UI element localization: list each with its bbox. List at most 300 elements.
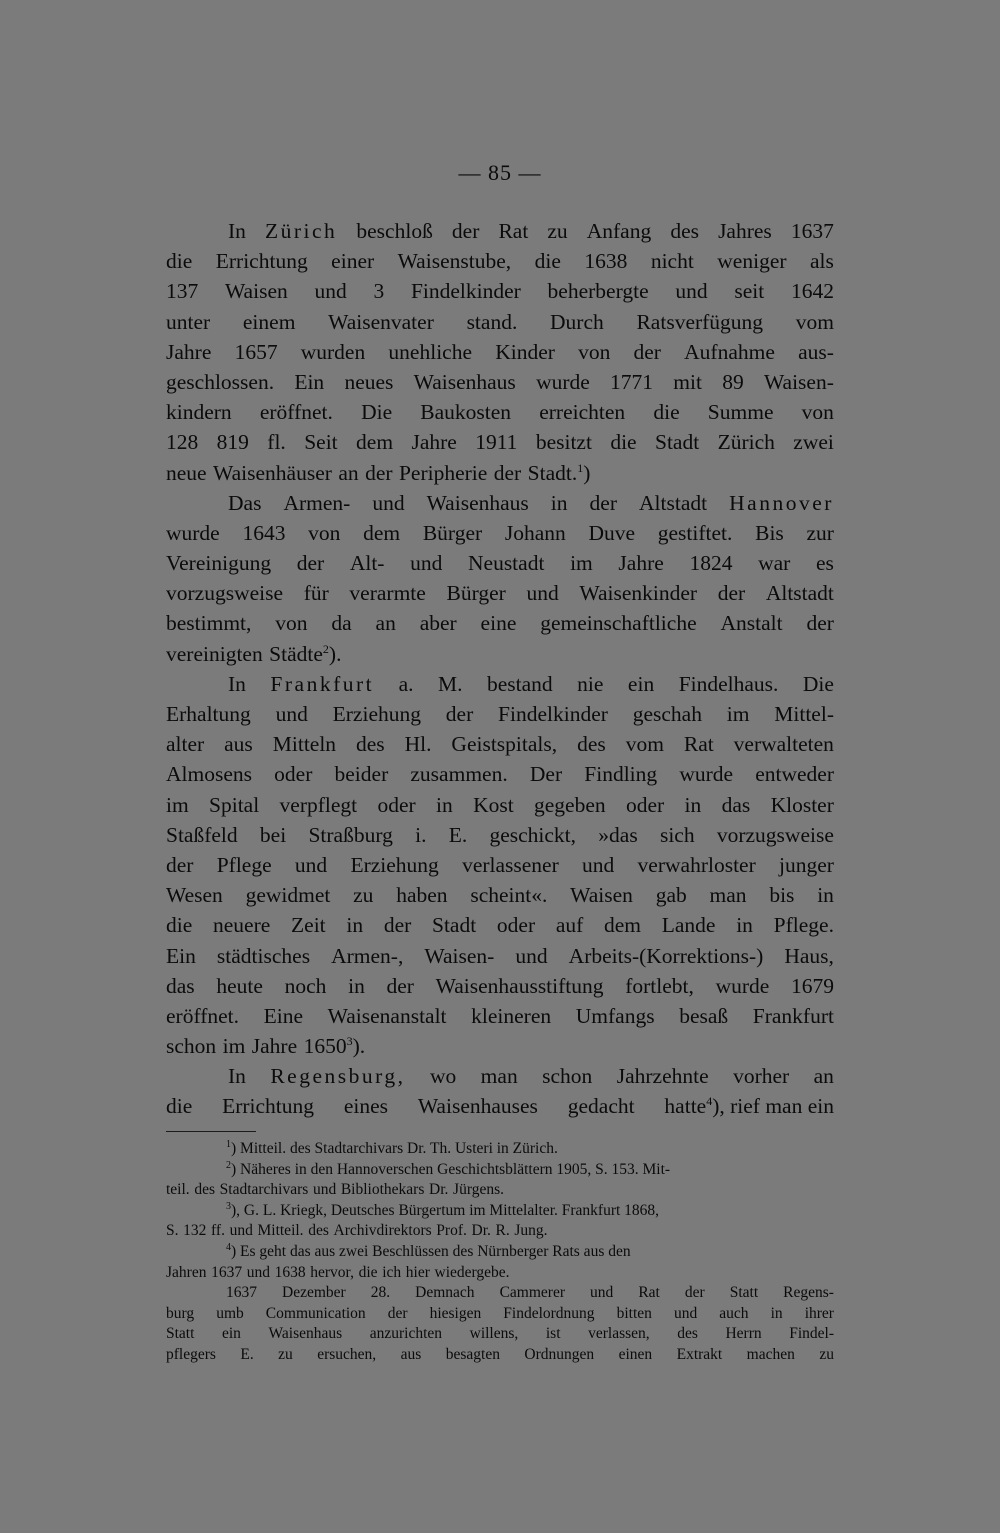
word: in: [550, 490, 568, 515]
word: oder: [625, 792, 665, 817]
word: auf: [555, 913, 584, 938]
word: und: [246, 1263, 270, 1281]
word: bis: [769, 883, 795, 908]
footnotes-lines-line: [166, 1139, 834, 1160]
word: burg: [166, 1304, 195, 1322]
word: in: [436, 792, 453, 817]
word: 1650$^3$).: [303, 1034, 366, 1059]
word: der: [684, 1284, 705, 1302]
body-lines-line: [166, 488, 834, 518]
footnote-marker: 4: [706, 1094, 713, 1109]
word: Erziehung: [332, 702, 421, 726]
word: kindern: [166, 400, 232, 425]
word: war: [758, 551, 791, 576]
word: Peripherie: [398, 460, 488, 485]
word: Spital: [209, 792, 260, 817]
word: für: [303, 581, 329, 606]
word: in: [684, 792, 702, 817]
body-lines-line: [166, 759, 834, 789]
word: scheint«.: [470, 883, 548, 908]
word: Statt: [729, 1284, 759, 1302]
word: Bis: [755, 520, 784, 545]
word: Mittel-: [774, 702, 834, 726]
word: da: [331, 611, 352, 636]
word: Jahre: [411, 430, 457, 455]
word: pflegers: [166, 1345, 216, 1363]
word: ersuchen,: [317, 1345, 377, 1363]
footnote-reference: [577, 461, 590, 485]
word: der: [493, 460, 522, 485]
emphasized-place-name: Regensburg,: [270, 1064, 406, 1089]
word: aber: [419, 611, 457, 636]
word: Pflege: [216, 852, 272, 877]
word: an: [338, 460, 359, 485]
word: mit: [673, 369, 702, 394]
word: Almosens: [166, 762, 252, 787]
body-lines-line: [166, 246, 834, 276]
word: Jahre: [166, 339, 212, 364]
word: Altstadt: [639, 490, 708, 515]
word: Anstalt: [720, 611, 783, 636]
word: Rat: [498, 219, 529, 243]
footnote-reference: [323, 642, 342, 666]
word: Ordnungen: [524, 1345, 595, 1363]
word: man: [709, 883, 747, 908]
word: wurde: [679, 762, 734, 787]
text-fragment: ), G. L. Kriegk, Deutsches Bürgertum im Mittelalter. Frankfurt 1868,: [231, 1201, 660, 1219]
word: dem: [356, 430, 394, 455]
word: Ein: [294, 369, 325, 394]
word: noch: [284, 973, 327, 998]
word: verarmte: [349, 581, 426, 606]
word: hiesigen: [429, 1304, 482, 1322]
word: der: [365, 460, 393, 485]
footnote-reference: [226, 1160, 670, 1181]
word: wurde: [536, 369, 590, 394]
word: ein: [627, 671, 655, 696]
word: die: [653, 400, 680, 425]
footnote-reference: [226, 1242, 631, 1263]
word: oder: [274, 762, 313, 787]
word: verpflegt: [279, 792, 358, 817]
word: dem: [363, 520, 401, 545]
word: Dr.: [471, 1222, 491, 1240]
word: und: [675, 279, 708, 304]
word: die: [610, 430, 637, 455]
word: Alt-: [349, 551, 385, 576]
word: besagten: [445, 1345, 500, 1363]
footnote-reference: [347, 1034, 366, 1058]
word: Demnach: [415, 1284, 475, 1302]
text-fragment: ).: [352, 1034, 366, 1059]
word: ihrer: [804, 1304, 834, 1322]
word: Geistspitals,: [451, 732, 558, 757]
word: wurde: [166, 520, 220, 545]
body-lines-line: [166, 397, 834, 427]
word: der: [296, 551, 325, 576]
word: S.: [166, 1222, 179, 1240]
word: zu: [353, 883, 374, 908]
word: Zeit: [291, 913, 326, 938]
footnote-reference: [226, 1139, 558, 1160]
word: gestiftet.: [657, 520, 733, 545]
word: 1911: [475, 430, 518, 455]
body-lines-line: [166, 1031, 834, 1061]
footnotes-lines-line: [166, 1324, 834, 1345]
body-lines-line: [166, 548, 834, 578]
emphasized-place-name: Hannover: [729, 490, 834, 515]
word: Armen-,: [331, 943, 404, 968]
word: sich: [659, 822, 695, 847]
word: wurde: [715, 973, 770, 998]
word: Findling: [584, 762, 658, 787]
word: Durch: [550, 309, 604, 334]
text-fragment: ) Näheres in den Hannoverschen Geschichtsblättern 1905, S. 153. Mit-: [231, 1160, 671, 1178]
body-lines-line: [166, 971, 834, 1001]
word: 3: [373, 279, 385, 304]
word: Bürger: [446, 581, 506, 606]
word: Umfangs: [575, 1003, 655, 1028]
footnote-marker: 3: [346, 1034, 353, 1049]
footnote-marker: 2: [322, 641, 329, 656]
word: Waisenstube,: [397, 249, 512, 274]
word: a.: [398, 671, 414, 696]
word: als: [810, 249, 834, 274]
word: 1824: [689, 551, 733, 576]
footnotes-lines-line: [166, 1283, 834, 1304]
text-fragment: ) Es geht das aus zwei Beschlüssen des Nürnberger Rats aus den: [231, 1242, 631, 1260]
word: 132: [183, 1222, 207, 1240]
word: Frankfurt: [752, 1003, 834, 1028]
word: an: [813, 1064, 834, 1089]
word: Stadtarchivars: [219, 1181, 309, 1199]
word: an: [375, 611, 396, 636]
word: aus: [224, 732, 253, 757]
word: von: [578, 339, 611, 364]
word: des: [670, 219, 699, 243]
body-lines-line: [166, 458, 834, 488]
body-lines-line: [166, 216, 834, 246]
word: und: [275, 702, 308, 726]
body-lines-line: [166, 880, 834, 910]
word: zu: [819, 1345, 834, 1363]
body-lines-line: [166, 427, 834, 457]
body-lines-line: [166, 518, 834, 548]
word: Waisenhaus: [268, 1325, 343, 1343]
word: zur: [806, 520, 834, 545]
word: oder: [377, 792, 416, 817]
word: der: [383, 913, 412, 938]
footnote-marker: 4: [226, 1241, 231, 1253]
word: Findelkinder: [410, 279, 521, 304]
body-lines-line: [166, 337, 834, 367]
word: es: [815, 551, 834, 576]
word: Waisen-: [424, 943, 495, 968]
word: wurden: [300, 339, 366, 364]
word: vorher: [733, 1064, 790, 1089]
word: der: [451, 219, 480, 243]
word: Staßfeld: [166, 822, 238, 847]
word: ff.: [211, 1222, 225, 1240]
footnotes-lines-line: [166, 1304, 834, 1325]
word: im: [726, 702, 750, 726]
word: Bürger: [422, 520, 483, 545]
word: in: [817, 883, 834, 908]
footnotes-lines-line: [166, 1345, 834, 1366]
word: des: [308, 1222, 329, 1240]
body-lines-line: [166, 1091, 834, 1121]
footnote-divider: [166, 1131, 256, 1132]
word: Stadt: [431, 913, 477, 938]
word: 1637: [211, 1263, 243, 1281]
footnote-reference: [226, 1201, 659, 1222]
body-lines-line: [166, 1001, 834, 1031]
word: Jahrzehnte: [616, 1064, 709, 1089]
word: Statt: [166, 1325, 195, 1343]
word: Erhaltung: [166, 702, 251, 726]
word: besitzt: [535, 430, 592, 455]
word: ich: [382, 1263, 402, 1281]
body-lines-line: [166, 669, 834, 699]
word: die: [534, 249, 561, 274]
word: vom: [625, 732, 664, 757]
word: Pflege.: [773, 913, 834, 938]
word: das: [721, 792, 751, 817]
word: Straßburg: [308, 822, 393, 847]
footnotes-lines-line: [166, 1201, 834, 1222]
word: neues: [344, 369, 394, 394]
footnotes-lines-line: [166, 1221, 834, 1242]
word: Jahre: [618, 551, 664, 576]
word: Dr.: [429, 1181, 449, 1199]
word: seit: [734, 279, 765, 304]
word: i.: [415, 822, 427, 847]
word: Stadt: [655, 430, 700, 455]
word: in: [736, 913, 753, 938]
body-lines-line: [166, 729, 834, 759]
word: Findel-: [789, 1325, 834, 1343]
body-lines-line: [166, 307, 834, 337]
word: des: [677, 1325, 698, 1343]
word: Waisen-: [763, 369, 834, 394]
word: verlassen,: [588, 1325, 650, 1343]
word: im: [570, 551, 593, 576]
page-number: — 85 —: [458, 160, 542, 185]
word: eröffnet.: [166, 1003, 240, 1028]
text-fragment: ), rief man ein: [712, 1094, 834, 1119]
text-fragment: ): [583, 460, 591, 485]
word: Die: [802, 671, 834, 696]
word: eröffnet.: [259, 400, 333, 425]
word: das: [166, 973, 195, 998]
word: Ratsverfügung: [636, 309, 764, 334]
word: Waisen: [224, 279, 288, 304]
word: haben: [396, 883, 448, 908]
word: hier: [405, 1263, 430, 1281]
word: In: [228, 219, 246, 243]
word: beider: [334, 762, 389, 787]
word: gab: [655, 883, 687, 908]
word: man: [480, 1064, 518, 1089]
word: Cammerer: [499, 1284, 565, 1302]
emphasized-place-name: Zürich: [265, 219, 338, 243]
word: Städte$^2$).: [269, 641, 342, 666]
word: Waisenhausstiftung: [435, 973, 604, 998]
word: des: [194, 1181, 215, 1199]
body-lines-line: [166, 608, 834, 638]
word: alter: [166, 732, 205, 757]
word: von: [275, 611, 308, 636]
word: geschlossen.: [166, 369, 275, 394]
word: 1657: [234, 339, 278, 364]
footnote-marker: 1: [226, 1139, 231, 1150]
word: Rat: [638, 1284, 660, 1302]
word: fortlebt,: [625, 973, 694, 998]
word: wo: [429, 1064, 457, 1089]
word: M.: [438, 671, 463, 696]
word: 1637: [790, 219, 834, 243]
word: und: [312, 1181, 337, 1199]
text-fragment: ) Mitteil. des Stadtarchivars Dr. Th. Usteri in Zürich.: [231, 1140, 558, 1157]
body-lines-line: [166, 639, 834, 669]
footnote-marker: 2: [226, 1159, 231, 1171]
word: Stadt.$^1$): [527, 460, 591, 485]
body-lines-line: [166, 790, 834, 820]
word: Mitteil.: [257, 1222, 304, 1240]
word: machen: [746, 1345, 795, 1363]
word: und: [515, 943, 548, 968]
word: Vereinigung: [166, 551, 272, 576]
word: Summe: [707, 400, 774, 425]
word: bestimmt,: [166, 611, 252, 636]
footnote-marker: 1: [577, 460, 584, 475]
word: städtisches: [216, 943, 311, 968]
word: 1642: [790, 279, 834, 304]
body-text: [166, 216, 834, 1122]
word: gegeben: [534, 792, 606, 817]
word: die: [166, 913, 193, 938]
word: vorzugsweise: [166, 581, 284, 606]
word: der: [806, 611, 834, 636]
word: und: [590, 1284, 614, 1302]
word: aus: [400, 1345, 422, 1363]
word: im: [222, 1034, 246, 1059]
word: Waisenhaus: [426, 490, 529, 515]
word: der: [717, 581, 746, 606]
body-lines-line: [166, 276, 834, 306]
word: 28.: [370, 1284, 391, 1302]
word: 1638: [584, 249, 628, 274]
body-lines-line: [166, 1061, 834, 1091]
word: der: [589, 490, 617, 515]
word: Seit: [304, 430, 338, 455]
word: Jürgens.: [453, 1181, 504, 1199]
word: der: [166, 852, 194, 877]
word: einem: [242, 309, 296, 334]
footnotes-lines-line: [166, 1160, 834, 1181]
word: zwei: [793, 430, 834, 455]
word: wiedergebe.: [434, 1263, 510, 1281]
word: nicht: [650, 249, 694, 274]
word: und: [314, 279, 347, 304]
word: Kost: [473, 792, 514, 817]
word: Findelhaus.: [678, 671, 779, 696]
word: einen: [618, 1345, 653, 1363]
word: und: [410, 551, 443, 576]
word: Neustadt: [468, 551, 545, 576]
word: anzurichten: [369, 1325, 443, 1343]
word: Rat: [683, 732, 714, 757]
word: bitten: [616, 1304, 652, 1322]
word: von: [801, 400, 834, 425]
word: Errichtung: [215, 249, 308, 274]
word: Die: [361, 400, 393, 425]
word: bestand: [486, 671, 553, 696]
word: Regens-: [783, 1284, 834, 1302]
word: Findelordnung: [503, 1304, 595, 1322]
word: der: [445, 702, 474, 726]
word: neuere: [213, 913, 271, 938]
word: die: [166, 1094, 193, 1119]
word: gewidmet: [245, 883, 331, 908]
word: gedacht: [567, 1094, 635, 1119]
word: des: [577, 732, 606, 757]
word: gemeinschaftliche: [540, 611, 697, 636]
body-lines-line: [166, 578, 834, 608]
body-lines-line: [166, 820, 834, 850]
word: unehliche: [388, 339, 472, 364]
word: und: [526, 581, 559, 606]
word: der: [633, 339, 661, 364]
word: Waisenhauses: [417, 1094, 538, 1119]
word: 1771: [610, 369, 654, 394]
word: Zürich: [717, 430, 775, 455]
body-lines-line: [166, 910, 834, 940]
word: geschickt,: [489, 822, 577, 847]
word: weniger: [717, 249, 787, 274]
word: schon: [542, 1064, 593, 1089]
body-lines-line: [166, 367, 834, 397]
word: neue: [166, 460, 207, 485]
word: Haus,: [784, 943, 834, 968]
word: Altstadt: [765, 581, 834, 606]
word: Erziehung: [350, 852, 439, 877]
word: ein: [222, 1325, 241, 1343]
word: Ein: [166, 943, 196, 968]
word: verwalteten: [733, 732, 834, 757]
word: Waisen: [570, 883, 633, 908]
word: Lande: [661, 913, 716, 938]
word: In: [228, 1064, 246, 1089]
word: Jahre: [251, 1034, 298, 1059]
footnotes-lines-line: [166, 1242, 834, 1263]
word: Mitteln: [272, 732, 337, 757]
word: Waisenkinder: [579, 581, 698, 606]
word: In: [228, 671, 246, 696]
word: Baukosten: [420, 400, 512, 425]
footnotes: [166, 1139, 834, 1366]
word: unter: [166, 309, 211, 334]
word: nie: [577, 671, 604, 696]
word: Waisenhäuser: [213, 460, 332, 485]
footnotes-lines-line: [166, 1180, 834, 1201]
word: in: [346, 913, 364, 938]
word: junger: [779, 852, 834, 877]
word: Das: [228, 490, 262, 515]
word: vereinigten: [166, 641, 263, 666]
footnote-reference: [706, 1094, 834, 1118]
word: Hl.: [404, 732, 432, 757]
